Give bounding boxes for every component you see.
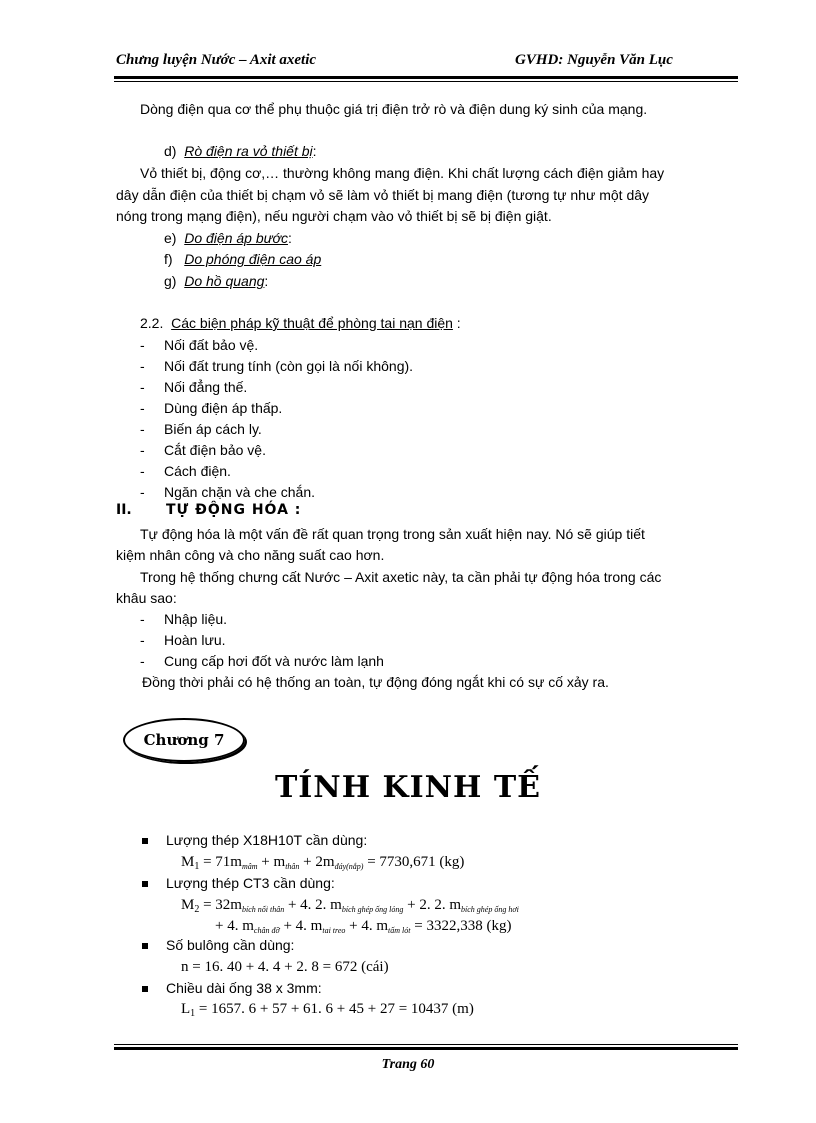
dash-marker: - [140,421,145,437]
equation-l1 [181,1000,474,1023]
bullet-icon [142,943,148,949]
header-right-advisor: GVHD: Nguyễn Văn Lục [515,52,673,68]
section-2-2-colon: : [452,315,461,331]
measure-text: Cắt điện bảo vệ. [164,442,266,458]
measure-item [140,462,231,480]
eq-term: + 2. 2. m [403,897,462,913]
eq-term: + m [257,854,286,870]
eq-term: = 71m [199,854,242,870]
item-g [164,272,268,290]
item-f [164,250,321,268]
footer-rule-thin [114,1044,738,1045]
eq-subscript: 1 [194,861,200,872]
measure-item [140,336,259,354]
eq-subscript: chân đỡ [253,926,280,935]
eq-result: = 7730,671 (kg) [363,854,465,870]
eq-subscript: đáy(nắp) [334,862,364,871]
eq-result: = 3322,338 (kg) [410,918,512,934]
eq-subscript: 2 [194,904,200,915]
measure-text: Nối đất bảo vệ. [164,337,259,353]
paragraph-automation-line-2: kiệm nhân công và cho năng suất cao hơn. [116,547,385,563]
measure-item [140,378,248,396]
eq-term: + 4. m [279,918,323,934]
bullet-icon [142,881,148,887]
equation-n: n = 16. 40 + 4. 4 + 2. 8 = 672 (cái) [181,959,389,975]
measure-text: Nối đẳng thế. [164,379,248,395]
calc-item-ct3: Lượng thép CT3 cần dùng: [166,875,335,891]
paragraph-stages-line-1: Trong hệ thống chưng cất Nước – Axit axetic này, ta cần phải tự động hóa trong các [140,569,662,585]
calc-item-pipe-length: Chiều dài ống 38 x 3mm: [166,980,322,996]
equation-m2-line-1 [181,896,519,919]
dash-marker: - [140,400,145,416]
measure-item [140,483,315,501]
section-2-2-number: 2.2. [140,315,164,331]
measure-item [140,357,414,375]
measure-item [140,441,266,459]
automation-item [140,652,384,670]
eq-subscript: 1 [190,1008,196,1019]
item-f-marker: f) [164,251,173,267]
section-2-2-title: Các biện pháp kỹ thuật để phòng tai nạn điện [171,315,453,331]
dash-marker: - [140,611,145,627]
dash-marker: - [140,379,145,395]
item-e-title: Do điện áp bước [184,230,288,246]
eq-symbol: M [181,854,195,870]
eq-subscript: thân [285,862,300,871]
automation-text: Hoàn lưu. [164,632,226,648]
eq-term: + 4. m [215,918,254,934]
dash-marker: - [140,653,145,669]
automation-text: Cung cấp hơi đốt và nước làm lạnh [164,653,384,669]
eq-subscript: bích ghép ống lỏng [341,905,404,914]
dash-marker: - [140,442,145,458]
eq-symbol: L [181,1001,191,1017]
equation-m1 [181,853,464,876]
item-g-colon: : [264,273,269,289]
calc-item-bolts: Số bulông cần dùng: [166,937,295,953]
bullet-icon [142,838,148,844]
paragraph-safety: Đồng thời phải có hệ thống an toàn, tự động đóng ngắt khi có sự cố xảy ra. [142,674,609,690]
calc-item-x18h10t: Lượng thép X18H10T cần dùng: [166,832,368,848]
item-d [164,142,317,160]
chapter-badge: Chương 7 [123,718,245,762]
eq-subscript: bích nối thân [241,905,285,914]
measure-text: Ngăn chặn và che chắn. [164,484,315,500]
measure-text: Cách điện. [164,463,231,479]
item-e-marker: e) [164,230,177,246]
automation-item [140,610,228,628]
paragraph-casing-line-3: nóng trong mạng điện), nếu người chạm vào vỏ thiết bị sẽ bị điện giật. [116,208,552,224]
paragraph-automation-line-1: Tự động hóa là một vấn đề rất quan trọng trong sản xuất hiện nay. Nó sẽ giúp tiết [140,526,645,542]
paragraph-casing-line-2: dây dẫn điện của thiết bị chạm vỏ sẽ làm vỏ thiết bị mang điện (tương tự như một dây [116,187,650,203]
eq-term: + 4. 2. m [284,897,342,913]
item-g-title: Do hồ quang [184,273,265,289]
automation-item [140,631,226,649]
measure-text: Nối đất trung tính (còn gọi là nối không). [164,358,414,374]
section-2-2-heading [140,314,461,332]
eq-result: = 1657. 6 + 57 + 61. 6 + 45 + 27 = 10437 (m) [195,1001,474,1017]
measure-item [140,399,283,417]
eq-term: + 2m [299,854,335,870]
eq-symbol: M [181,897,195,913]
paragraph-stages-line-2: khâu sao: [116,590,177,606]
paragraph-leakage-current: Dòng điện qua cơ thể phụ thuộc giá trị điện trở rò và điện dung ký sinh của mạng. [140,101,648,117]
item-e [164,229,292,247]
eq-subscript: tai treo [322,926,346,935]
eq-subscript: mâm [241,862,258,871]
dash-marker: - [140,632,145,648]
measure-item [140,420,262,438]
chapter-title: TÍNH KINH TẾ [274,770,542,805]
header-left-title: Chưng luyện Nước – Axit axetic [116,52,317,68]
eq-term: + 4. m [345,918,389,934]
section-2-number: II. [116,502,132,518]
dash-marker: - [140,463,145,479]
header-rule-thick [114,76,738,79]
eq-subscript: tấm lót [388,926,411,935]
measure-text: Biến áp cách ly. [164,421,262,437]
bullet-icon [142,986,148,992]
dash-marker: - [140,337,145,353]
eq-subscript: bích ghép ống hơi [461,905,519,914]
paragraph-casing-line-1: Vỏ thiết bị, động cơ,… thường không mang điện. Khi chất lượng cách điện giảm hay [140,165,665,181]
item-d-colon: : [312,143,317,159]
footer-rule-thick [114,1047,738,1050]
header-rule-thin [114,81,738,82]
page-number: Trang 60 [381,1057,435,1072]
item-g-marker: g) [164,273,177,289]
automation-text: Nhập liệu. [164,611,228,627]
item-f-title: Do phóng điện cao áp [184,251,322,267]
section-2-title: TỰ ĐỘNG HÓA : [166,502,302,518]
item-e-colon: : [287,230,292,246]
dash-marker: - [140,484,145,500]
eq-term: = 32m [199,897,242,913]
item-d-marker: d) [164,143,177,159]
dash-marker: - [140,358,145,374]
measure-text: Dùng điện áp thấp. [164,400,283,416]
item-d-title: Rò điện ra vỏ thiết bị [184,143,313,159]
